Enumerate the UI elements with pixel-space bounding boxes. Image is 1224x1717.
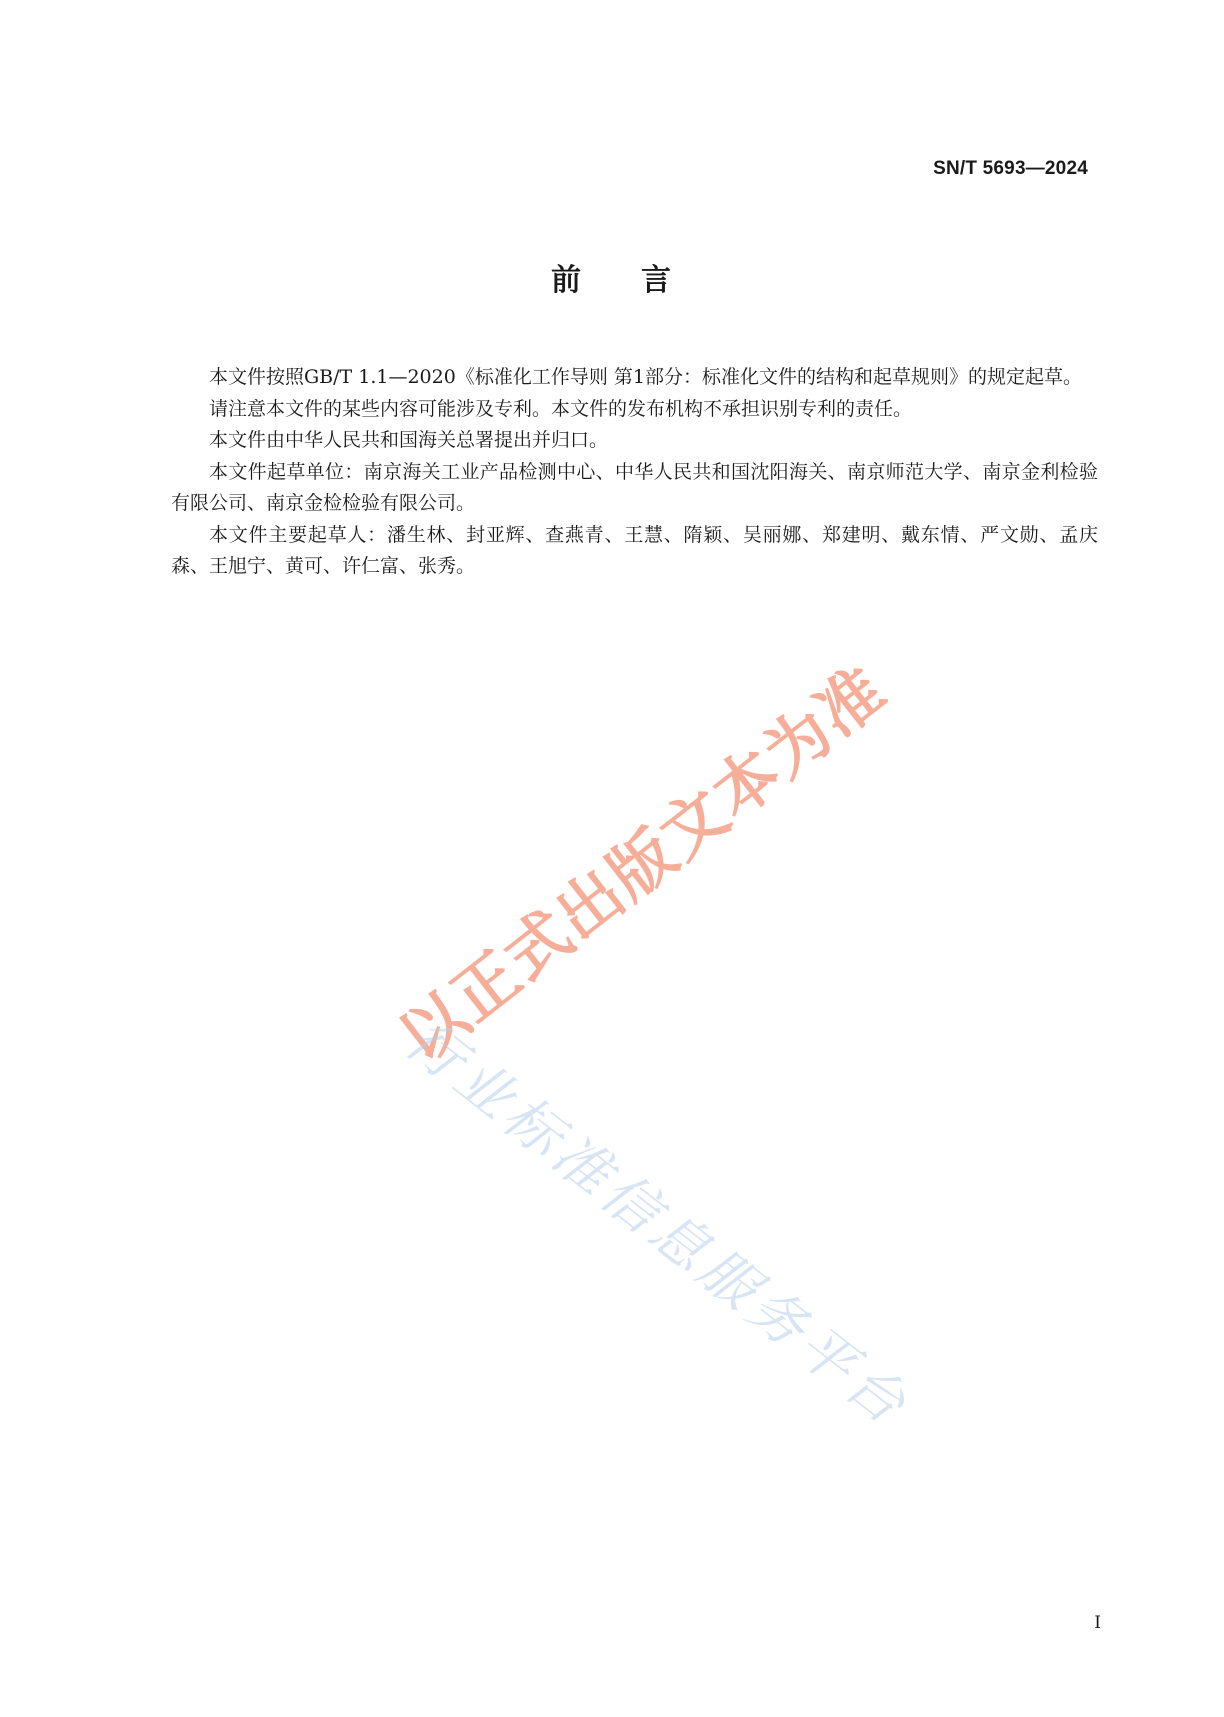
page-title [0, 255, 1224, 299]
watermark-platform: 行业标准信息服务平台 [392, 1007, 922, 1441]
paragraph-drafting-units: 本文件起草单位：南京海关工业产品检测中心、中华人民共和国沈阳海关、南京师范大学、南京金利检验有限公司、南京金检检验有限公司。 [171, 460, 1098, 514]
watermark-official-version: 以正式出版文本为准 [386, 652, 901, 1077]
paragraph-patent-notice: 请注意本文件的某些内容可能涉及专利。本文件的发布机构不承担识别专利的责任。 [209, 397, 913, 420]
paragraph-drafting-basis: 本文件按照GB/T 1.1—2020《标准化工作导则 第1部分：标准化文件的结构和起草规则》的规定起草。 [209, 366, 1082, 388]
paragraph-proposer: 本文件由中华人民共和国海关总署提出并归口。 [209, 429, 609, 451]
document-code: SN/T 5693—2024 [933, 158, 1088, 179]
title-char-1: 前 [551, 263, 583, 298]
preface-body [171, 362, 1098, 583]
paragraph-drafters: 本文件主要起草人：潘生林、封亚辉、查燕青、王慧、隋颖、吴丽娜、郑建明、戴东情、严文勋、孟庆森、王旭宁、黄可、许仁富、张秀。 [171, 523, 1098, 577]
title-char-2: 言 [641, 263, 673, 298]
page-number: I [1094, 1613, 1101, 1633]
